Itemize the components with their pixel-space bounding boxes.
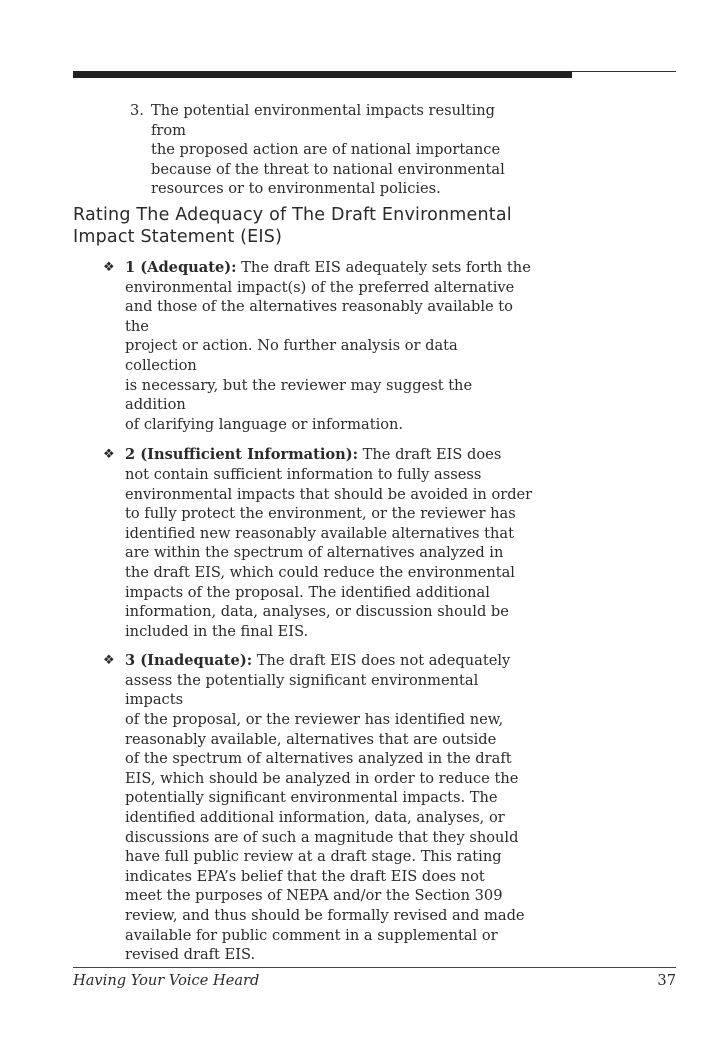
rating-text: The draft EIS does xyxy=(358,446,502,464)
rating-text: The draft EIS does not adequately xyxy=(252,652,511,670)
item-number: 3. xyxy=(130,102,144,119)
rating-line: of the proposal, or the reviewer has identified new, xyxy=(125,711,504,729)
rating-line: available for public comment in a supplemental or xyxy=(125,926,498,944)
rating-line: indicates EPA’s belief that the draft EIS does not xyxy=(125,867,485,885)
rating-line: identified additional information, data, analyses, or xyxy=(125,809,505,827)
rating-term: 2 (Insufficient Information): xyxy=(125,446,359,464)
rating-line: meet the purposes of NEPA and/or the Section 309 xyxy=(125,887,503,905)
rating-line: information, data, analyses, or discussion should be xyxy=(125,603,509,621)
rating-line: to fully protect the environment, or the reviewer has xyxy=(125,505,516,523)
rating-item-adequate xyxy=(103,258,533,434)
rating-line: EIS, which should be analyzed in order to reduce the xyxy=(125,769,519,787)
rating-text: The draft EIS adequately sets forth the xyxy=(236,259,531,276)
rating-line: is necessary, but the reviewer may suggest the addition xyxy=(125,376,473,414)
diamond-bullet-icon: ❖ xyxy=(103,653,115,669)
rating-term: 3 (Inadequate): xyxy=(125,652,253,670)
rating-line: impacts of the proposal. The identified additional xyxy=(125,583,490,601)
rating-line: of the spectrum of alternatives analyzed in the draft xyxy=(125,750,512,768)
rating-line: included in the final EIS. xyxy=(125,622,309,640)
rating-line: are within the spectrum of alternatives analyzed in xyxy=(125,544,504,562)
rating-line: the draft EIS, which could reduce the environmental xyxy=(125,563,515,581)
rating-term: 1 (Adequate): xyxy=(125,259,237,276)
rating-line: assess the potentially significant environmental impacts xyxy=(125,671,479,709)
item-line: because of the threat to national environmental xyxy=(151,160,505,178)
rating-line: environmental impact(s) of the preferred alternative xyxy=(125,278,515,296)
rating-list xyxy=(103,258,533,965)
rating-item-insufficient-information xyxy=(103,445,533,641)
rating-line: of clarifying language or information. xyxy=(125,415,404,433)
diamond-bullet-icon: ❖ xyxy=(103,447,115,463)
rating-line: identified new reasonably available alternatives that xyxy=(125,524,514,542)
rating-line: environmental impacts that should be avoided in order xyxy=(125,485,533,503)
rating-line: discussions are of such a magnitude that they should xyxy=(125,828,519,846)
rating-line: project or action. No further analysis or data collection xyxy=(125,337,458,374)
rating-first-line xyxy=(125,445,533,465)
rating-line: revised draft EIS. xyxy=(125,946,256,964)
rating-first-line xyxy=(125,258,533,278)
section-heading-line-2: Impact Statement (EIS) xyxy=(73,227,283,247)
page-number: 37 xyxy=(657,972,676,989)
rating-line: review, and thus should be formally revised and made xyxy=(125,907,525,924)
section-heading xyxy=(73,204,573,248)
rating-line: have full public review at a draft stage. This rating xyxy=(125,848,502,866)
header-rule-thick xyxy=(73,71,572,78)
diamond-bullet-icon: ❖ xyxy=(103,260,115,275)
item-line: the proposed action are of national importance xyxy=(151,141,501,159)
item-line: The potential environmental impacts resulting from xyxy=(151,102,495,139)
rating-line: and those of the alternatives reasonably available to the xyxy=(125,298,513,335)
rating-first-line xyxy=(125,651,533,671)
header-rule-thin xyxy=(572,71,676,72)
item-text xyxy=(151,101,531,199)
rating-line: potentially significant environmental impacts. The xyxy=(125,789,498,807)
footer-title: Having Your Voice Heard xyxy=(73,972,260,989)
rating-line: reasonably available, alternatives that are outside xyxy=(125,730,497,748)
rating-item-inadequate xyxy=(103,651,533,965)
footer-rule xyxy=(73,967,676,968)
section-heading-line-1: Rating The Adequacy of The Draft Environmental xyxy=(73,205,512,225)
item-line: resources or to environmental policies. xyxy=(151,180,441,198)
rating-line: not contain sufficient information to fully assess xyxy=(125,465,482,483)
